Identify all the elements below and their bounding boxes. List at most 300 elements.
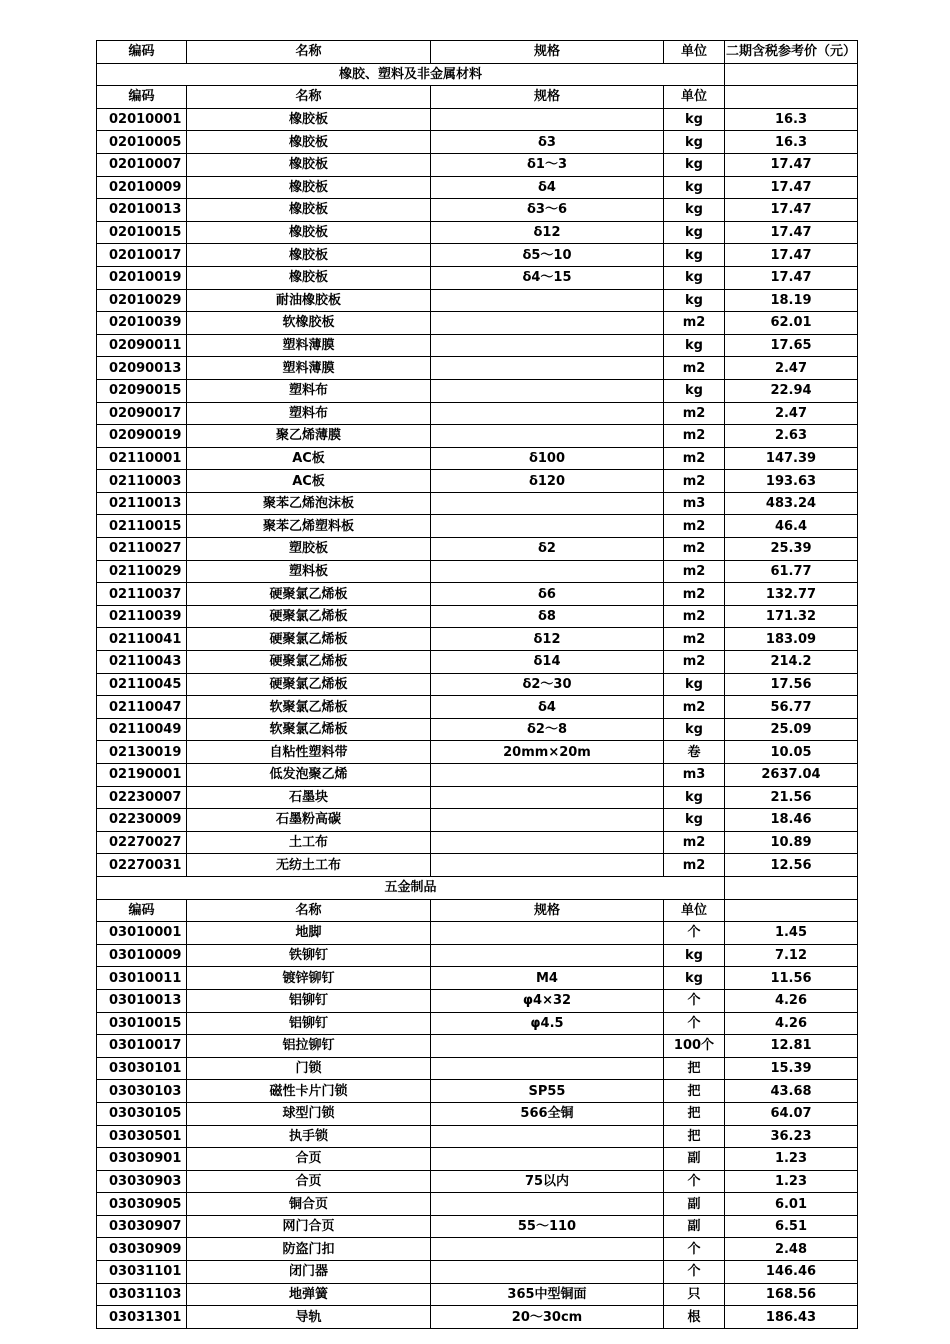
cell-unit: kg — [664, 786, 725, 809]
cell-unit: kg — [664, 108, 725, 131]
table-row — [97, 108, 858, 131]
cell-unit: kg — [664, 334, 725, 357]
cell-spec — [431, 1261, 664, 1284]
cell-spec — [431, 1125, 664, 1148]
cell-code: 02110039 — [97, 605, 187, 628]
cell-price: 25.09 — [725, 718, 858, 741]
cell-code: 02090017 — [97, 402, 187, 425]
cell-spec: δ100 — [431, 447, 664, 470]
table-row — [97, 538, 858, 561]
cell-name: 耐油橡胶板 — [187, 289, 431, 312]
cell-name: 闭门器 — [187, 1261, 431, 1284]
cell-unit: kg — [664, 944, 725, 967]
cell-unit: 副 — [664, 1193, 725, 1216]
table-row — [97, 244, 858, 267]
cell-code: 03030101 — [97, 1057, 187, 1080]
cell-price: 17.47 — [725, 199, 858, 222]
cell-price: 43.68 — [725, 1080, 858, 1103]
cell-unit: m2 — [664, 357, 725, 380]
header-name: 名称 — [187, 41, 431, 64]
cell-unit: kg — [664, 244, 725, 267]
cell-code: 02270031 — [97, 854, 187, 877]
cell-code: 02110027 — [97, 538, 187, 561]
cell-name: 网门合页 — [187, 1215, 431, 1238]
cell-name: 铝拉铆钉 — [187, 1035, 431, 1058]
cell-name: 铜合页 — [187, 1193, 431, 1216]
cell-price: 17.65 — [725, 334, 858, 357]
cell-unit: m3 — [664, 764, 725, 787]
cell-unit: 个 — [664, 1170, 725, 1193]
cell-code: 02010015 — [97, 221, 187, 244]
table-row — [97, 1261, 858, 1284]
table-row — [97, 1148, 858, 1171]
cell-code: 02090011 — [97, 334, 187, 357]
cell-name: 低发泡聚乙烯 — [187, 764, 431, 787]
table-row — [97, 922, 858, 945]
subheader-spec: 规格 — [431, 86, 664, 109]
cell-code: 02110049 — [97, 718, 187, 741]
cell-spec — [431, 786, 664, 809]
cell-code: 03030501 — [97, 1125, 187, 1148]
cell-price: 46.4 — [725, 515, 858, 538]
cell-price: 2.48 — [725, 1238, 858, 1261]
header-code: 编码 — [97, 41, 187, 64]
section-title-blank — [725, 876, 858, 899]
cell-code: 03031301 — [97, 1306, 187, 1329]
cell-price: 18.46 — [725, 809, 858, 832]
cell-price: 18.19 — [725, 289, 858, 312]
table-row — [97, 1035, 858, 1058]
cell-code: 03030901 — [97, 1148, 187, 1171]
cell-code: 03010001 — [97, 922, 187, 945]
cell-spec: M4 — [431, 967, 664, 990]
cell-spec — [431, 764, 664, 787]
cell-name: 橡胶板 — [187, 176, 431, 199]
cell-name: 软橡胶板 — [187, 312, 431, 335]
table-row — [97, 583, 858, 606]
cell-spec — [431, 425, 664, 448]
cell-name: 防盗门扣 — [187, 1238, 431, 1261]
cell-price: 21.56 — [725, 786, 858, 809]
table-row — [97, 1238, 858, 1261]
table-row — [97, 312, 858, 335]
cell-name: 合页 — [187, 1170, 431, 1193]
cell-name: AC板 — [187, 447, 431, 470]
cell-price: 17.47 — [725, 244, 858, 267]
cell-spec — [431, 515, 664, 538]
table-row — [97, 673, 858, 696]
cell-spec — [431, 312, 664, 335]
cell-unit: m2 — [664, 854, 725, 877]
cell-name: 硬聚氯乙烯板 — [187, 651, 431, 674]
table-row — [97, 786, 858, 809]
cell-code: 02010009 — [97, 176, 187, 199]
cell-name: 土工布 — [187, 831, 431, 854]
cell-unit: m2 — [664, 831, 725, 854]
cell-unit: m2 — [664, 560, 725, 583]
subheader-spec: 规格 — [431, 899, 664, 922]
cell-name: 石墨块 — [187, 786, 431, 809]
cell-unit: 把 — [664, 1125, 725, 1148]
table-row — [97, 425, 858, 448]
section-title-row — [97, 876, 858, 899]
cell-unit: m2 — [664, 628, 725, 651]
cell-code: 02090015 — [97, 379, 187, 402]
cell-code: 02130019 — [97, 741, 187, 764]
cell-name: 橡胶板 — [187, 131, 431, 154]
cell-price: 17.47 — [725, 266, 858, 289]
cell-price: 214.2 — [725, 651, 858, 674]
cell-spec — [431, 1238, 664, 1261]
cell-price: 17.47 — [725, 176, 858, 199]
section-title: 橡胶、塑料及非金属材料 — [97, 63, 725, 86]
cell-price: 15.39 — [725, 1057, 858, 1080]
cell-code: 02110037 — [97, 583, 187, 606]
table-row — [97, 447, 858, 470]
cell-spec: δ3 — [431, 131, 664, 154]
cell-unit: kg — [664, 153, 725, 176]
cell-code: 02010029 — [97, 289, 187, 312]
cell-spec: 20mm×20m — [431, 741, 664, 764]
section-subheader-row — [97, 86, 858, 109]
cell-spec — [431, 108, 664, 131]
table-row — [97, 221, 858, 244]
table-row — [97, 628, 858, 651]
cell-unit: m2 — [664, 515, 725, 538]
cell-spec: δ14 — [431, 651, 664, 674]
cell-price: 193.63 — [725, 470, 858, 493]
table-row — [97, 831, 858, 854]
cell-name: 橡胶板 — [187, 108, 431, 131]
subheader-name: 名称 — [187, 899, 431, 922]
cell-unit: 卷 — [664, 741, 725, 764]
table-row — [97, 379, 858, 402]
cell-spec: δ12 — [431, 628, 664, 651]
cell-name: 橡胶板 — [187, 221, 431, 244]
cell-price: 1.23 — [725, 1170, 858, 1193]
cell-spec: δ2～30 — [431, 673, 664, 696]
table-row — [97, 696, 858, 719]
cell-spec: 566全铜 — [431, 1102, 664, 1125]
table-row — [97, 1306, 858, 1329]
subheader-unit: 单位 — [664, 899, 725, 922]
cell-price: 1.45 — [725, 922, 858, 945]
cell-spec: φ4×32 — [431, 989, 664, 1012]
cell-price: 62.01 — [725, 312, 858, 335]
cell-price: 6.01 — [725, 1193, 858, 1216]
cell-spec: 365中型铜面 — [431, 1283, 664, 1306]
subheader-code: 编码 — [97, 899, 187, 922]
cell-spec — [431, 289, 664, 312]
table-row — [97, 1080, 858, 1103]
cell-code: 02110003 — [97, 470, 187, 493]
cell-name: 塑胶板 — [187, 538, 431, 561]
cell-spec — [431, 1035, 664, 1058]
cell-name: 软聚氯乙烯板 — [187, 718, 431, 741]
cell-name: 铁铆钉 — [187, 944, 431, 967]
cell-name: 塑料薄膜 — [187, 357, 431, 380]
subheader-name: 名称 — [187, 86, 431, 109]
table-row — [97, 176, 858, 199]
cell-spec: δ4 — [431, 696, 664, 719]
cell-name: 自粘性塑料带 — [187, 741, 431, 764]
cell-name: 地脚 — [187, 922, 431, 945]
cell-price: 36.23 — [725, 1125, 858, 1148]
cell-price: 7.12 — [725, 944, 858, 967]
cell-unit: kg — [664, 131, 725, 154]
cell-name: 聚苯乙烯塑料板 — [187, 515, 431, 538]
cell-unit: 副 — [664, 1215, 725, 1238]
cell-unit: m2 — [664, 538, 725, 561]
table-row — [97, 1215, 858, 1238]
cell-spec: δ120 — [431, 470, 664, 493]
cell-spec — [431, 357, 664, 380]
table-row — [97, 1012, 858, 1035]
table-row — [97, 357, 858, 380]
cell-code: 03010015 — [97, 1012, 187, 1035]
cell-code: 03010017 — [97, 1035, 187, 1058]
cell-code: 02110015 — [97, 515, 187, 538]
table-row — [97, 153, 858, 176]
table-row — [97, 1125, 858, 1148]
cell-code: 02110047 — [97, 696, 187, 719]
cell-unit: m2 — [664, 312, 725, 335]
cell-price: 12.56 — [725, 854, 858, 877]
table-row — [97, 402, 858, 425]
cell-spec: δ5～10 — [431, 244, 664, 267]
cell-unit: 个 — [664, 922, 725, 945]
cell-name: 石墨粉高碳 — [187, 809, 431, 832]
cell-price: 16.3 — [725, 131, 858, 154]
cell-code: 02110001 — [97, 447, 187, 470]
cell-code: 02110013 — [97, 492, 187, 515]
cell-price: 1.23 — [725, 1148, 858, 1171]
cell-price: 56.77 — [725, 696, 858, 719]
table-row — [97, 334, 858, 357]
cell-name: 塑料布 — [187, 379, 431, 402]
cell-spec — [431, 854, 664, 877]
cell-name: 聚苯乙烯泡沫板 — [187, 492, 431, 515]
cell-name: 橡胶板 — [187, 266, 431, 289]
cell-code: 02110043 — [97, 651, 187, 674]
cell-name: 橡胶板 — [187, 153, 431, 176]
table-row — [97, 718, 858, 741]
table-row — [97, 266, 858, 289]
table-row — [97, 989, 858, 1012]
table-row — [97, 741, 858, 764]
table-row — [97, 1170, 858, 1193]
cell-name: 执手锁 — [187, 1125, 431, 1148]
cell-spec — [431, 334, 664, 357]
cell-unit: 把 — [664, 1080, 725, 1103]
cell-price: 4.26 — [725, 989, 858, 1012]
cell-code: 03030907 — [97, 1215, 187, 1238]
cell-price: 10.89 — [725, 831, 858, 854]
cell-spec: 75以内 — [431, 1170, 664, 1193]
cell-name: 塑料布 — [187, 402, 431, 425]
cell-price: 64.07 — [725, 1102, 858, 1125]
cell-spec — [431, 402, 664, 425]
cell-name: 硬聚氯乙烯板 — [187, 605, 431, 628]
cell-name: 门锁 — [187, 1057, 431, 1080]
cell-unit: m2 — [664, 470, 725, 493]
table-row — [97, 1057, 858, 1080]
cell-code: 02230007 — [97, 786, 187, 809]
cell-price: 483.24 — [725, 492, 858, 515]
cell-unit: 个 — [664, 1012, 725, 1035]
cell-unit: kg — [664, 221, 725, 244]
cell-code: 02010017 — [97, 244, 187, 267]
cell-name: 合页 — [187, 1148, 431, 1171]
cell-unit: kg — [664, 199, 725, 222]
cell-spec: δ8 — [431, 605, 664, 628]
cell-spec: δ4 — [431, 176, 664, 199]
section-title-row — [97, 63, 858, 86]
table-row — [97, 944, 858, 967]
cell-code: 02090013 — [97, 357, 187, 380]
cell-price: 147.39 — [725, 447, 858, 470]
cell-code: 03030103 — [97, 1080, 187, 1103]
table-row — [97, 764, 858, 787]
cell-price: 183.09 — [725, 628, 858, 651]
cell-code: 03010009 — [97, 944, 187, 967]
cell-name: 硬聚氯乙烯板 — [187, 673, 431, 696]
cell-name: 硬聚氯乙烯板 — [187, 628, 431, 651]
table-row — [97, 492, 858, 515]
cell-price: 186.43 — [725, 1306, 858, 1329]
cell-name: 塑料薄膜 — [187, 334, 431, 357]
subheader-price-blank — [725, 899, 858, 922]
cell-unit: kg — [664, 379, 725, 402]
cell-name: 软聚氯乙烯板 — [187, 696, 431, 719]
cell-price: 61.77 — [725, 560, 858, 583]
cell-price: 2.47 — [725, 357, 858, 380]
table-row — [97, 289, 858, 312]
cell-unit: kg — [664, 967, 725, 990]
table-row — [97, 1193, 858, 1216]
cell-code: 02110041 — [97, 628, 187, 651]
cell-unit: 把 — [664, 1057, 725, 1080]
table-row — [97, 515, 858, 538]
cell-code: 02110029 — [97, 560, 187, 583]
subheader-unit: 单位 — [664, 86, 725, 109]
table-row — [97, 199, 858, 222]
cell-unit: 只 — [664, 1283, 725, 1306]
cell-unit: 副 — [664, 1148, 725, 1171]
cell-spec: 20～30cm — [431, 1306, 664, 1329]
cell-unit: 把 — [664, 1102, 725, 1125]
cell-name: 铝铆钉 — [187, 1012, 431, 1035]
table-row — [97, 854, 858, 877]
cell-name: 球型门锁 — [187, 1102, 431, 1125]
cell-code: 03031101 — [97, 1261, 187, 1284]
cell-code: 02010039 — [97, 312, 187, 335]
cell-spec — [431, 379, 664, 402]
cell-unit: kg — [664, 176, 725, 199]
cell-name: AC板 — [187, 470, 431, 493]
cell-name: 镀锌铆钉 — [187, 967, 431, 990]
header-row — [97, 41, 858, 64]
subheader-price-blank — [725, 86, 858, 109]
cell-price: 17.47 — [725, 153, 858, 176]
header-unit: 单位 — [664, 41, 725, 64]
section-title-blank — [725, 63, 858, 86]
cell-spec — [431, 944, 664, 967]
cell-unit: kg — [664, 673, 725, 696]
header-price: 二期含税参考价（元） — [725, 41, 858, 64]
section-subheader-row — [97, 899, 858, 922]
cell-spec — [431, 831, 664, 854]
cell-unit: kg — [664, 809, 725, 832]
cell-code: 03030905 — [97, 1193, 187, 1216]
table-row — [97, 131, 858, 154]
cell-code: 02010005 — [97, 131, 187, 154]
cell-code: 02010013 — [97, 199, 187, 222]
cell-code: 03010013 — [97, 989, 187, 1012]
cell-unit: 个 — [664, 1261, 725, 1284]
cell-price: 146.46 — [725, 1261, 858, 1284]
cell-spec — [431, 560, 664, 583]
cell-code: 03010011 — [97, 967, 187, 990]
cell-price: 17.47 — [725, 221, 858, 244]
cell-price: 22.94 — [725, 379, 858, 402]
cell-spec: δ2 — [431, 538, 664, 561]
cell-unit: kg — [664, 266, 725, 289]
cell-name: 塑料板 — [187, 560, 431, 583]
cell-price: 4.26 — [725, 1012, 858, 1035]
cell-price: 168.56 — [725, 1283, 858, 1306]
cell-price: 2.47 — [725, 402, 858, 425]
cell-unit: kg — [664, 289, 725, 312]
table-row — [97, 1283, 858, 1306]
cell-unit: 根 — [664, 1306, 725, 1329]
cell-unit: 个 — [664, 1238, 725, 1261]
section-title: 五金制品 — [97, 876, 725, 899]
table-row — [97, 967, 858, 990]
cell-name: 地弹簧 — [187, 1283, 431, 1306]
cell-code: 02010001 — [97, 108, 187, 131]
cell-code: 02190001 — [97, 764, 187, 787]
cell-code: 02110045 — [97, 673, 187, 696]
cell-code: 02010007 — [97, 153, 187, 176]
cell-spec: δ6 — [431, 583, 664, 606]
table-row — [97, 560, 858, 583]
cell-name: 磁性卡片门锁 — [187, 1080, 431, 1103]
cell-spec: δ1～3 — [431, 153, 664, 176]
cell-unit: kg — [664, 718, 725, 741]
table-row — [97, 651, 858, 674]
cell-spec — [431, 809, 664, 832]
cell-spec: SP55 — [431, 1080, 664, 1103]
cell-price: 10.05 — [725, 741, 858, 764]
cell-name: 铝铆钉 — [187, 989, 431, 1012]
cell-spec: δ3～6 — [431, 199, 664, 222]
cell-spec: φ4.5 — [431, 1012, 664, 1035]
cell-code: 03030909 — [97, 1238, 187, 1261]
cell-unit: m3 — [664, 492, 725, 515]
table-row — [97, 1102, 858, 1125]
cell-price: 25.39 — [725, 538, 858, 561]
cell-unit: m2 — [664, 605, 725, 628]
cell-unit: m2 — [664, 425, 725, 448]
cell-spec — [431, 922, 664, 945]
cell-spec — [431, 1148, 664, 1171]
cell-price: 16.3 — [725, 108, 858, 131]
cell-name: 橡胶板 — [187, 199, 431, 222]
cell-price: 6.51 — [725, 1215, 858, 1238]
cell-spec: δ4～15 — [431, 266, 664, 289]
cell-name: 硬聚氯乙烯板 — [187, 583, 431, 606]
